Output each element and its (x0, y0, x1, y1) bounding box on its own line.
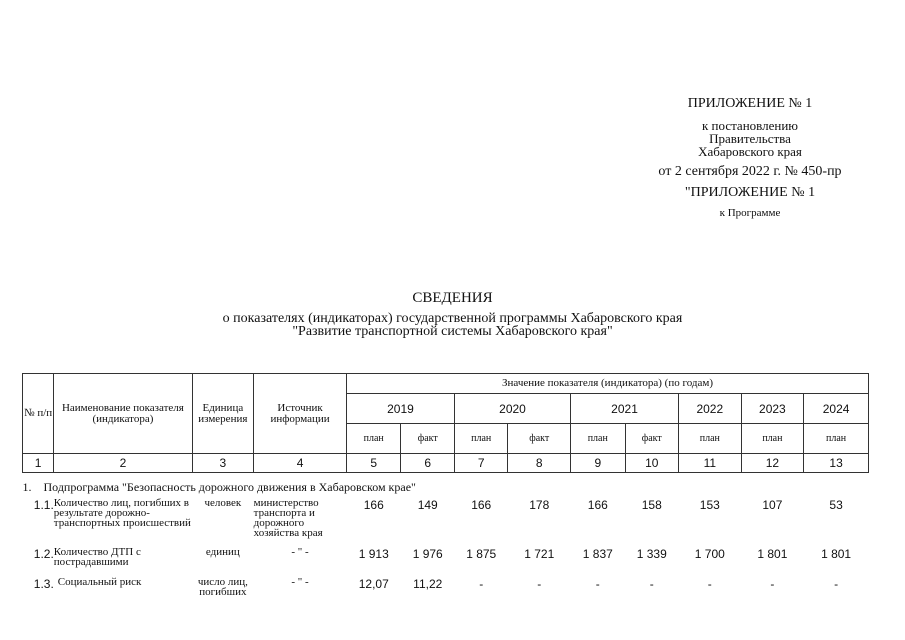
appendix-title: ПРИЛОЖЕНИЕ № 1 (687, 96, 813, 111)
table-row (23, 495, 869, 547)
header-plan: план (741, 424, 804, 454)
header-fact: факт (508, 424, 571, 454)
row-value: 1 801 (757, 547, 788, 561)
row-value: - (479, 577, 484, 591)
header-year-2023: 2023 (741, 394, 804, 424)
indicators-table (22, 373, 869, 607)
row-value: 11,22 (413, 577, 443, 591)
header-year-2022: 2022 (679, 394, 742, 424)
row-value: - (649, 577, 654, 591)
row-value: - (707, 577, 712, 591)
header-year-2021: 2021 (571, 394, 679, 424)
row-value: 1 837 (582, 547, 613, 561)
row-value: 107 (762, 498, 783, 512)
row-value: 178 (529, 498, 550, 512)
section-number: 1. (22, 480, 32, 494)
appendix-to-program: к Программе (719, 207, 781, 219)
row-value: 166 (587, 498, 608, 512)
row-value: 12,07 (358, 577, 389, 591)
row-unit: единиц (205, 546, 240, 558)
header-plan: план (454, 424, 507, 454)
row-value: 149 (417, 498, 438, 512)
row-number: 1.2. (33, 547, 54, 561)
row-value: 1 913 (358, 547, 389, 561)
row-name: Количество лиц, погибших в результате дорожно-транспортных происшествий (53, 497, 191, 529)
row-value: 53 (829, 498, 843, 512)
header-values-group: Значение показателя (индикатора) (по годам) (346, 374, 868, 394)
appendix-resolution-ref (600, 119, 900, 158)
header-unit: Единица измерения (192, 374, 254, 454)
header-year-2019: 2019 (346, 394, 454, 424)
header-plan: план (804, 424, 869, 454)
row-unit: число лиц, погибших (197, 576, 248, 598)
row-value: - (834, 577, 839, 591)
row-number: 1.3. (33, 577, 54, 591)
column-number: 4 (254, 454, 347, 473)
table-row (23, 547, 869, 577)
row-value: 1 339 (636, 547, 667, 561)
document-subtitle (0, 312, 905, 338)
section-title: Подпрограмма "Безопасность дорожного движения в Хабаровском крае" (43, 480, 416, 494)
column-number: 7 (454, 454, 507, 473)
row-value: 1 721 (524, 547, 555, 561)
document-subtitle-line1: о показателях (индикаторах) государственной программы Хабаровского края (222, 311, 683, 326)
row-name: Социальный риск (57, 576, 142, 588)
column-number: 9 (571, 454, 626, 473)
row-name: Количество ДТП с пострадавшими (53, 546, 141, 568)
row-value: 1 875 (466, 547, 497, 561)
header-source: Источник информации (254, 374, 347, 454)
column-number: 10 (625, 454, 678, 473)
row-value: - (770, 577, 775, 591)
header-year-2024: 2024 (804, 394, 869, 424)
appendix-resolution-line3: Хабаровского края (698, 144, 802, 159)
column-number: 11 (679, 454, 742, 473)
column-number: 8 (508, 454, 571, 473)
column-number: 3 (192, 454, 254, 473)
appendix-resolution-line2: Правительства (709, 131, 791, 146)
row-value: - (537, 577, 542, 591)
column-number: 13 (804, 454, 869, 473)
row-unit: человек (204, 497, 242, 509)
document-subtitle-line2: "Развитие транспортной системы Хабаровского края" (292, 324, 613, 339)
appendix-title-2: "ПРИЛОЖЕНИЕ № 1 (684, 185, 816, 200)
row-value: 1 700 (694, 547, 725, 561)
column-number: 12 (741, 454, 804, 473)
appendix-date: от 2 сентября 2022 г. № 450-пр (658, 164, 842, 179)
header-year-2020: 2020 (454, 394, 570, 424)
header-num: № п/п (23, 374, 54, 454)
row-value: 166 (471, 498, 492, 512)
row-value: - (595, 577, 600, 591)
row-number: 1.1. (33, 498, 54, 512)
header-fact: факт (625, 424, 678, 454)
header-fact: факт (401, 424, 454, 454)
row-value: 166 (363, 498, 384, 512)
header-plan: план (346, 424, 401, 454)
appendix-resolution-line1: к постановлению (701, 118, 799, 133)
row-source: министерство транспорта и дорожного хозяйства края (253, 497, 323, 539)
header-name: Наименование показателя (индикатора) (54, 374, 192, 454)
row-source: - " - (291, 546, 309, 558)
row-source: - " - (291, 576, 309, 588)
header-plan: план (679, 424, 742, 454)
table-row (23, 577, 869, 607)
column-number: 1 (23, 454, 54, 473)
header-plan: план (571, 424, 626, 454)
row-value: 153 (699, 498, 720, 512)
document-title: СВЕДЕНИЯ (412, 290, 493, 306)
column-number: 2 (54, 454, 192, 473)
row-value: 1 801 (821, 547, 852, 561)
row-value: 158 (641, 498, 662, 512)
row-value: 1 976 (412, 547, 443, 561)
section-row (23, 473, 869, 496)
column-number: 6 (401, 454, 454, 473)
column-number: 5 (346, 454, 401, 473)
